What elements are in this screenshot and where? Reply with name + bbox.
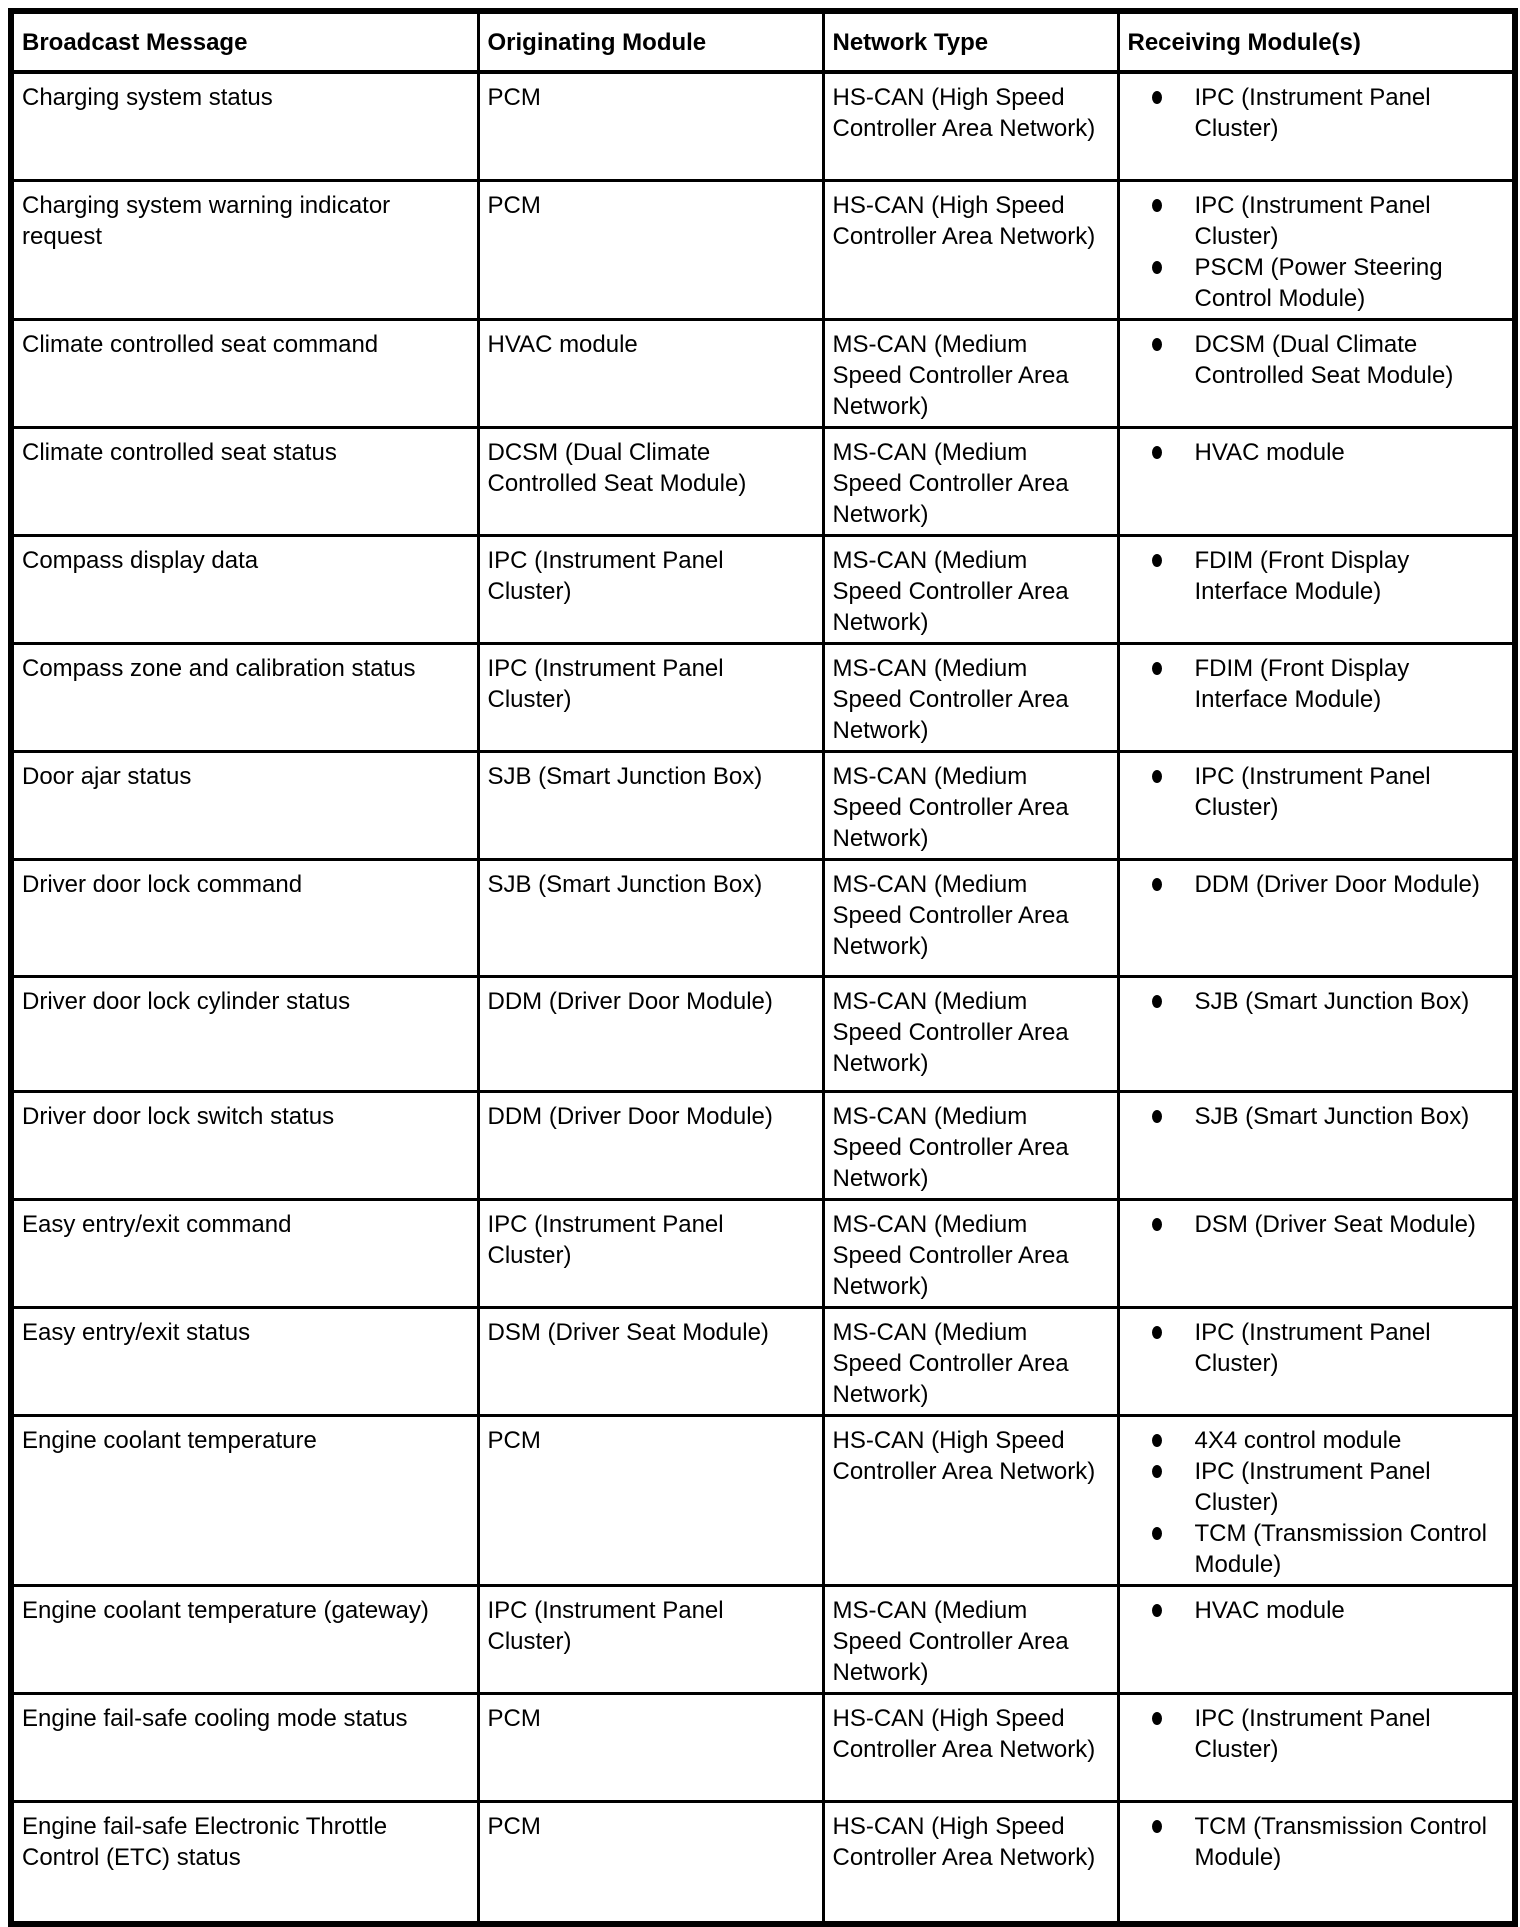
cell-network-type bbox=[823, 1199, 1118, 1307]
cell-originating-module bbox=[478, 1199, 823, 1307]
network-type-text: MS-CAN (Medium Speed Controller Area Network) bbox=[832, 1102, 1069, 1192]
receiving-module-item bbox=[1126, 869, 1513, 900]
receiving-modules-list bbox=[1126, 1703, 1513, 1765]
cell-network-type bbox=[823, 1091, 1118, 1199]
originating-module-text: SJB (Smart Junction Box) bbox=[487, 762, 763, 790]
broadcast-message-text: Charging system warning indicator request bbox=[22, 191, 391, 250]
cell-receiving-modules bbox=[1118, 643, 1515, 751]
receiving-module-item bbox=[1126, 1317, 1513, 1379]
network-type-text: HS-CAN (High Speed Controller Area Network) bbox=[832, 1704, 1096, 1763]
originating-module-text: DSM (Driver Seat Module) bbox=[487, 1318, 769, 1346]
receiving-module-item bbox=[1126, 986, 1513, 1017]
cell-broadcast-message bbox=[11, 1693, 478, 1801]
broadcast-message-text: Driver door lock command bbox=[22, 870, 303, 898]
network-type-text: MS-CAN (Medium Speed Controller Area Network) bbox=[832, 330, 1069, 420]
broadcast-message-text: Charging system status bbox=[22, 84, 273, 111]
receiving-modules-list bbox=[1126, 1811, 1513, 1873]
cell-network-type bbox=[823, 1307, 1118, 1415]
table-row bbox=[11, 319, 1515, 427]
broadcast-message-text: Compass zone and calibration status bbox=[22, 654, 416, 682]
table-row bbox=[11, 427, 1515, 535]
header-row bbox=[11, 11, 1515, 72]
cell-broadcast-message bbox=[11, 319, 478, 427]
network-type-text: MS-CAN (Medium Speed Controller Area Network) bbox=[832, 438, 1069, 528]
cell-broadcast-message bbox=[11, 535, 478, 643]
receiving-module-item bbox=[1126, 1703, 1513, 1765]
bullet-icon bbox=[1152, 261, 1162, 274]
cell-receiving-modules bbox=[1118, 427, 1515, 535]
cell-originating-module bbox=[478, 1091, 823, 1199]
table-row bbox=[11, 976, 1515, 1091]
receiving-modules-list bbox=[1126, 82, 1513, 144]
cell-receiving-modules bbox=[1118, 180, 1515, 319]
receiving-module-text: IPC (Instrument Panel Cluster) bbox=[1194, 762, 1431, 821]
cell-receiving-modules bbox=[1118, 72, 1515, 180]
broadcast-message-text: Engine coolant temperature bbox=[22, 1426, 317, 1454]
cell-originating-module bbox=[478, 72, 823, 180]
table-row bbox=[11, 1199, 1515, 1307]
table-row bbox=[11, 751, 1515, 859]
receiving-module-text: FDIM (Front Display Interface Module) bbox=[1194, 654, 1410, 713]
broadcast-message-text: Engine coolant temperature (gateway) bbox=[22, 1596, 429, 1624]
cell-originating-module bbox=[478, 1693, 823, 1801]
column-header-receiving-modules: Receiving Module(s) bbox=[1118, 11, 1515, 72]
receiving-modules-list bbox=[1126, 653, 1513, 715]
broadcast-message-text: Compass display data bbox=[22, 546, 259, 574]
cell-network-type bbox=[823, 319, 1118, 427]
network-type-text: MS-CAN (Medium Speed Controller Area Network) bbox=[832, 1596, 1069, 1686]
cell-originating-module bbox=[478, 1415, 823, 1585]
receiving-module-item bbox=[1126, 1425, 1513, 1456]
cell-network-type bbox=[823, 1801, 1118, 1924]
receiving-module-item bbox=[1126, 1456, 1513, 1518]
receiving-modules-list bbox=[1126, 761, 1513, 823]
cell-broadcast-message bbox=[11, 859, 478, 976]
originating-module-text: PCM bbox=[487, 1812, 541, 1840]
receiving-module-item bbox=[1126, 1209, 1513, 1240]
receiving-modules-list bbox=[1126, 329, 1513, 391]
bullet-icon bbox=[1152, 878, 1162, 891]
broadcast-message-text: Easy entry/exit status bbox=[22, 1318, 251, 1346]
bullet-icon bbox=[1152, 446, 1162, 459]
receiving-module-text: IPC (Instrument Panel Cluster) bbox=[1194, 1457, 1431, 1516]
cell-broadcast-message bbox=[11, 751, 478, 859]
bullet-icon bbox=[1152, 770, 1162, 783]
bullet-icon bbox=[1152, 1820, 1162, 1833]
cell-receiving-modules bbox=[1118, 859, 1515, 976]
receiving-module-item bbox=[1126, 545, 1513, 607]
bullet-icon bbox=[1152, 554, 1162, 567]
cell-network-type bbox=[823, 180, 1118, 319]
originating-module-text: IPC (Instrument Panel Cluster) bbox=[487, 654, 724, 713]
receiving-module-text: SJB (Smart Junction Box) bbox=[1194, 987, 1470, 1015]
table-row bbox=[11, 1585, 1515, 1693]
table-row bbox=[11, 859, 1515, 976]
receiving-module-text: SJB (Smart Junction Box) bbox=[1194, 1102, 1470, 1130]
bullet-icon bbox=[1152, 1712, 1162, 1725]
receiving-module-item bbox=[1126, 761, 1513, 823]
cell-broadcast-message bbox=[11, 427, 478, 535]
broadcast-message-text: Driver door lock cylinder status bbox=[22, 987, 351, 1015]
originating-module-text: PCM bbox=[487, 1704, 541, 1732]
receiving-module-text: IPC (Instrument Panel Cluster) bbox=[1194, 1704, 1431, 1763]
broadcast-message-text: Engine fail-safe cooling mode status bbox=[22, 1704, 408, 1732]
cell-network-type bbox=[823, 859, 1118, 976]
column-header-originating-module: Originating Module bbox=[478, 11, 823, 72]
receiving-module-text: 4X4 control module bbox=[1194, 1426, 1402, 1454]
cell-broadcast-message bbox=[11, 1091, 478, 1199]
bullet-icon bbox=[1152, 199, 1162, 212]
table-row bbox=[11, 1307, 1515, 1415]
cell-originating-module bbox=[478, 1307, 823, 1415]
table-row bbox=[11, 72, 1515, 180]
cell-broadcast-message bbox=[11, 1585, 478, 1693]
receiving-module-text: TCM (Transmission Control Module) bbox=[1194, 1812, 1487, 1871]
receiving-module-item bbox=[1126, 190, 1513, 252]
column-header-network-type: Network Type bbox=[823, 11, 1118, 72]
receiving-modules-list bbox=[1126, 1425, 1513, 1580]
table-row bbox=[11, 1415, 1515, 1585]
receiving-modules-list bbox=[1126, 545, 1513, 607]
cell-originating-module bbox=[478, 1801, 823, 1924]
receiving-module-item bbox=[1126, 252, 1513, 314]
receiving-modules-list bbox=[1126, 869, 1513, 900]
broadcast-message-text: Engine fail-safe Electronic Throttle Control (ETC) status bbox=[22, 1812, 388, 1871]
cell-network-type bbox=[823, 427, 1118, 535]
originating-module-text: HVAC module bbox=[487, 330, 638, 358]
network-type-text: HS-CAN (High Speed Controller Area Network) bbox=[832, 191, 1096, 250]
bullet-icon bbox=[1152, 91, 1162, 104]
receiving-module-text: IPC (Instrument Panel Cluster) bbox=[1194, 84, 1431, 142]
cell-originating-module bbox=[478, 427, 823, 535]
receiving-module-text: FDIM (Front Display Interface Module) bbox=[1194, 546, 1410, 605]
cell-broadcast-message bbox=[11, 72, 478, 180]
cell-receiving-modules bbox=[1118, 751, 1515, 859]
table-row bbox=[11, 643, 1515, 751]
receiving-module-item bbox=[1126, 1101, 1513, 1132]
bullet-icon bbox=[1152, 662, 1162, 675]
table-row bbox=[11, 180, 1515, 319]
cell-broadcast-message bbox=[11, 1199, 478, 1307]
cell-receiving-modules bbox=[1118, 1307, 1515, 1415]
cell-receiving-modules bbox=[1118, 319, 1515, 427]
originating-module-text: SJB (Smart Junction Box) bbox=[487, 870, 763, 898]
cell-originating-module bbox=[478, 1585, 823, 1693]
cell-network-type bbox=[823, 1585, 1118, 1693]
originating-module-text: PCM bbox=[487, 1426, 541, 1454]
receiving-module-text: IPC (Instrument Panel Cluster) bbox=[1194, 1318, 1431, 1377]
bullet-icon bbox=[1152, 1604, 1162, 1617]
originating-module-text: PCM bbox=[487, 191, 541, 219]
cell-originating-module bbox=[478, 319, 823, 427]
network-type-text: MS-CAN (Medium Speed Controller Area Network) bbox=[832, 546, 1069, 636]
originating-module-text: IPC (Instrument Panel Cluster) bbox=[487, 546, 724, 605]
cell-originating-module bbox=[478, 643, 823, 751]
originating-module-text: PCM bbox=[487, 84, 541, 111]
network-type-text: MS-CAN (Medium Speed Controller Area Network) bbox=[832, 870, 1069, 960]
network-type-text: HS-CAN (High Speed Controller Area Network) bbox=[832, 1426, 1096, 1485]
receiving-module-text: DCSM (Dual Climate Controlled Seat Module) bbox=[1194, 330, 1454, 389]
bullet-icon bbox=[1152, 1434, 1162, 1447]
receiving-module-item bbox=[1126, 82, 1513, 144]
cell-network-type bbox=[823, 1693, 1118, 1801]
network-type-text: MS-CAN (Medium Speed Controller Area Network) bbox=[832, 762, 1069, 852]
table-row bbox=[11, 1801, 1515, 1924]
originating-module-text: DDM (Driver Door Module) bbox=[487, 1102, 773, 1130]
receiving-module-text: HVAC module bbox=[1194, 438, 1345, 466]
receiving-modules-list bbox=[1126, 1595, 1513, 1626]
cell-receiving-modules bbox=[1118, 1199, 1515, 1307]
receiving-modules-list bbox=[1126, 437, 1513, 468]
receiving-modules-list bbox=[1126, 986, 1513, 1017]
cell-originating-module bbox=[478, 535, 823, 643]
cell-receiving-modules bbox=[1118, 1801, 1515, 1924]
cell-broadcast-message bbox=[11, 976, 478, 1091]
originating-module-text: IPC (Instrument Panel Cluster) bbox=[487, 1596, 724, 1655]
receiving-module-text: PSCM (Power Steering Control Module) bbox=[1194, 253, 1443, 312]
broadcast-message-table bbox=[8, 8, 1518, 1927]
network-type-text: MS-CAN (Medium Speed Controller Area Network) bbox=[832, 987, 1069, 1077]
receiving-module-item bbox=[1126, 437, 1513, 468]
receiving-module-item bbox=[1126, 1518, 1513, 1580]
broadcast-message-text: Easy entry/exit command bbox=[22, 1210, 292, 1238]
cell-receiving-modules bbox=[1118, 1091, 1515, 1199]
column-header-broadcast-message: Broadcast Message bbox=[11, 11, 478, 72]
cell-broadcast-message bbox=[11, 180, 478, 319]
cell-network-type bbox=[823, 535, 1118, 643]
network-type-text: HS-CAN (High Speed Controller Area Network) bbox=[832, 1812, 1096, 1871]
cell-originating-module bbox=[478, 859, 823, 976]
receiving-modules-list bbox=[1126, 1101, 1513, 1132]
originating-module-text: DDM (Driver Door Module) bbox=[487, 987, 773, 1015]
cell-broadcast-message bbox=[11, 643, 478, 751]
receiving-modules-list bbox=[1126, 1317, 1513, 1379]
network-type-text: MS-CAN (Medium Speed Controller Area Network) bbox=[832, 1210, 1069, 1300]
bullet-icon bbox=[1152, 1527, 1162, 1540]
cell-receiving-modules bbox=[1118, 1415, 1515, 1585]
cell-network-type bbox=[823, 643, 1118, 751]
receiving-modules-list bbox=[1126, 190, 1513, 314]
bullet-icon bbox=[1152, 1218, 1162, 1231]
broadcast-message-text: Door ajar status bbox=[22, 762, 192, 790]
receiving-module-text: TCM (Transmission Control Module) bbox=[1194, 1519, 1487, 1578]
bullet-icon bbox=[1152, 995, 1162, 1008]
network-type-text: HS-CAN (High Speed Controller Area Network) bbox=[832, 84, 1096, 142]
receiving-module-item bbox=[1126, 1595, 1513, 1626]
cell-network-type bbox=[823, 1415, 1118, 1585]
table-row bbox=[11, 1091, 1515, 1199]
cell-receiving-modules bbox=[1118, 976, 1515, 1091]
cell-network-type bbox=[823, 976, 1118, 1091]
cell-originating-module bbox=[478, 976, 823, 1091]
receiving-module-item bbox=[1126, 329, 1513, 391]
originating-module-text: DCSM (Dual Climate Controlled Seat Module) bbox=[487, 438, 747, 497]
receiving-module-item bbox=[1126, 1811, 1513, 1873]
cell-originating-module bbox=[478, 751, 823, 859]
network-type-text: MS-CAN (Medium Speed Controller Area Network) bbox=[832, 1318, 1069, 1408]
receiving-module-text: HVAC module bbox=[1194, 1596, 1345, 1624]
cell-receiving-modules bbox=[1118, 535, 1515, 643]
cell-receiving-modules bbox=[1118, 1585, 1515, 1693]
cell-network-type bbox=[823, 751, 1118, 859]
table-row bbox=[11, 1693, 1515, 1801]
cell-originating-module bbox=[478, 180, 823, 319]
bullet-icon bbox=[1152, 1465, 1162, 1478]
broadcast-message-text: Driver door lock switch status bbox=[22, 1102, 335, 1130]
originating-module-text: IPC (Instrument Panel Cluster) bbox=[487, 1210, 724, 1269]
cell-broadcast-message bbox=[11, 1415, 478, 1585]
table-row bbox=[11, 535, 1515, 643]
cell-broadcast-message bbox=[11, 1307, 478, 1415]
bullet-icon bbox=[1152, 1326, 1162, 1339]
cell-broadcast-message bbox=[11, 1801, 478, 1924]
broadcast-message-text: Climate controlled seat status bbox=[22, 438, 337, 466]
receiving-modules-list bbox=[1126, 1209, 1513, 1240]
cell-network-type bbox=[823, 72, 1118, 180]
bullet-icon bbox=[1152, 1110, 1162, 1123]
receiving-module-text: DSM (Driver Seat Module) bbox=[1194, 1210, 1476, 1238]
bullet-icon bbox=[1152, 338, 1162, 351]
cell-receiving-modules bbox=[1118, 1693, 1515, 1801]
receiving-module-text: IPC (Instrument Panel Cluster) bbox=[1194, 191, 1431, 250]
receiving-module-item bbox=[1126, 653, 1513, 715]
receiving-module-text: DDM (Driver Door Module) bbox=[1194, 870, 1480, 898]
network-type-text: MS-CAN (Medium Speed Controller Area Network) bbox=[832, 654, 1069, 744]
broadcast-message-text: Climate controlled seat command bbox=[22, 330, 379, 358]
